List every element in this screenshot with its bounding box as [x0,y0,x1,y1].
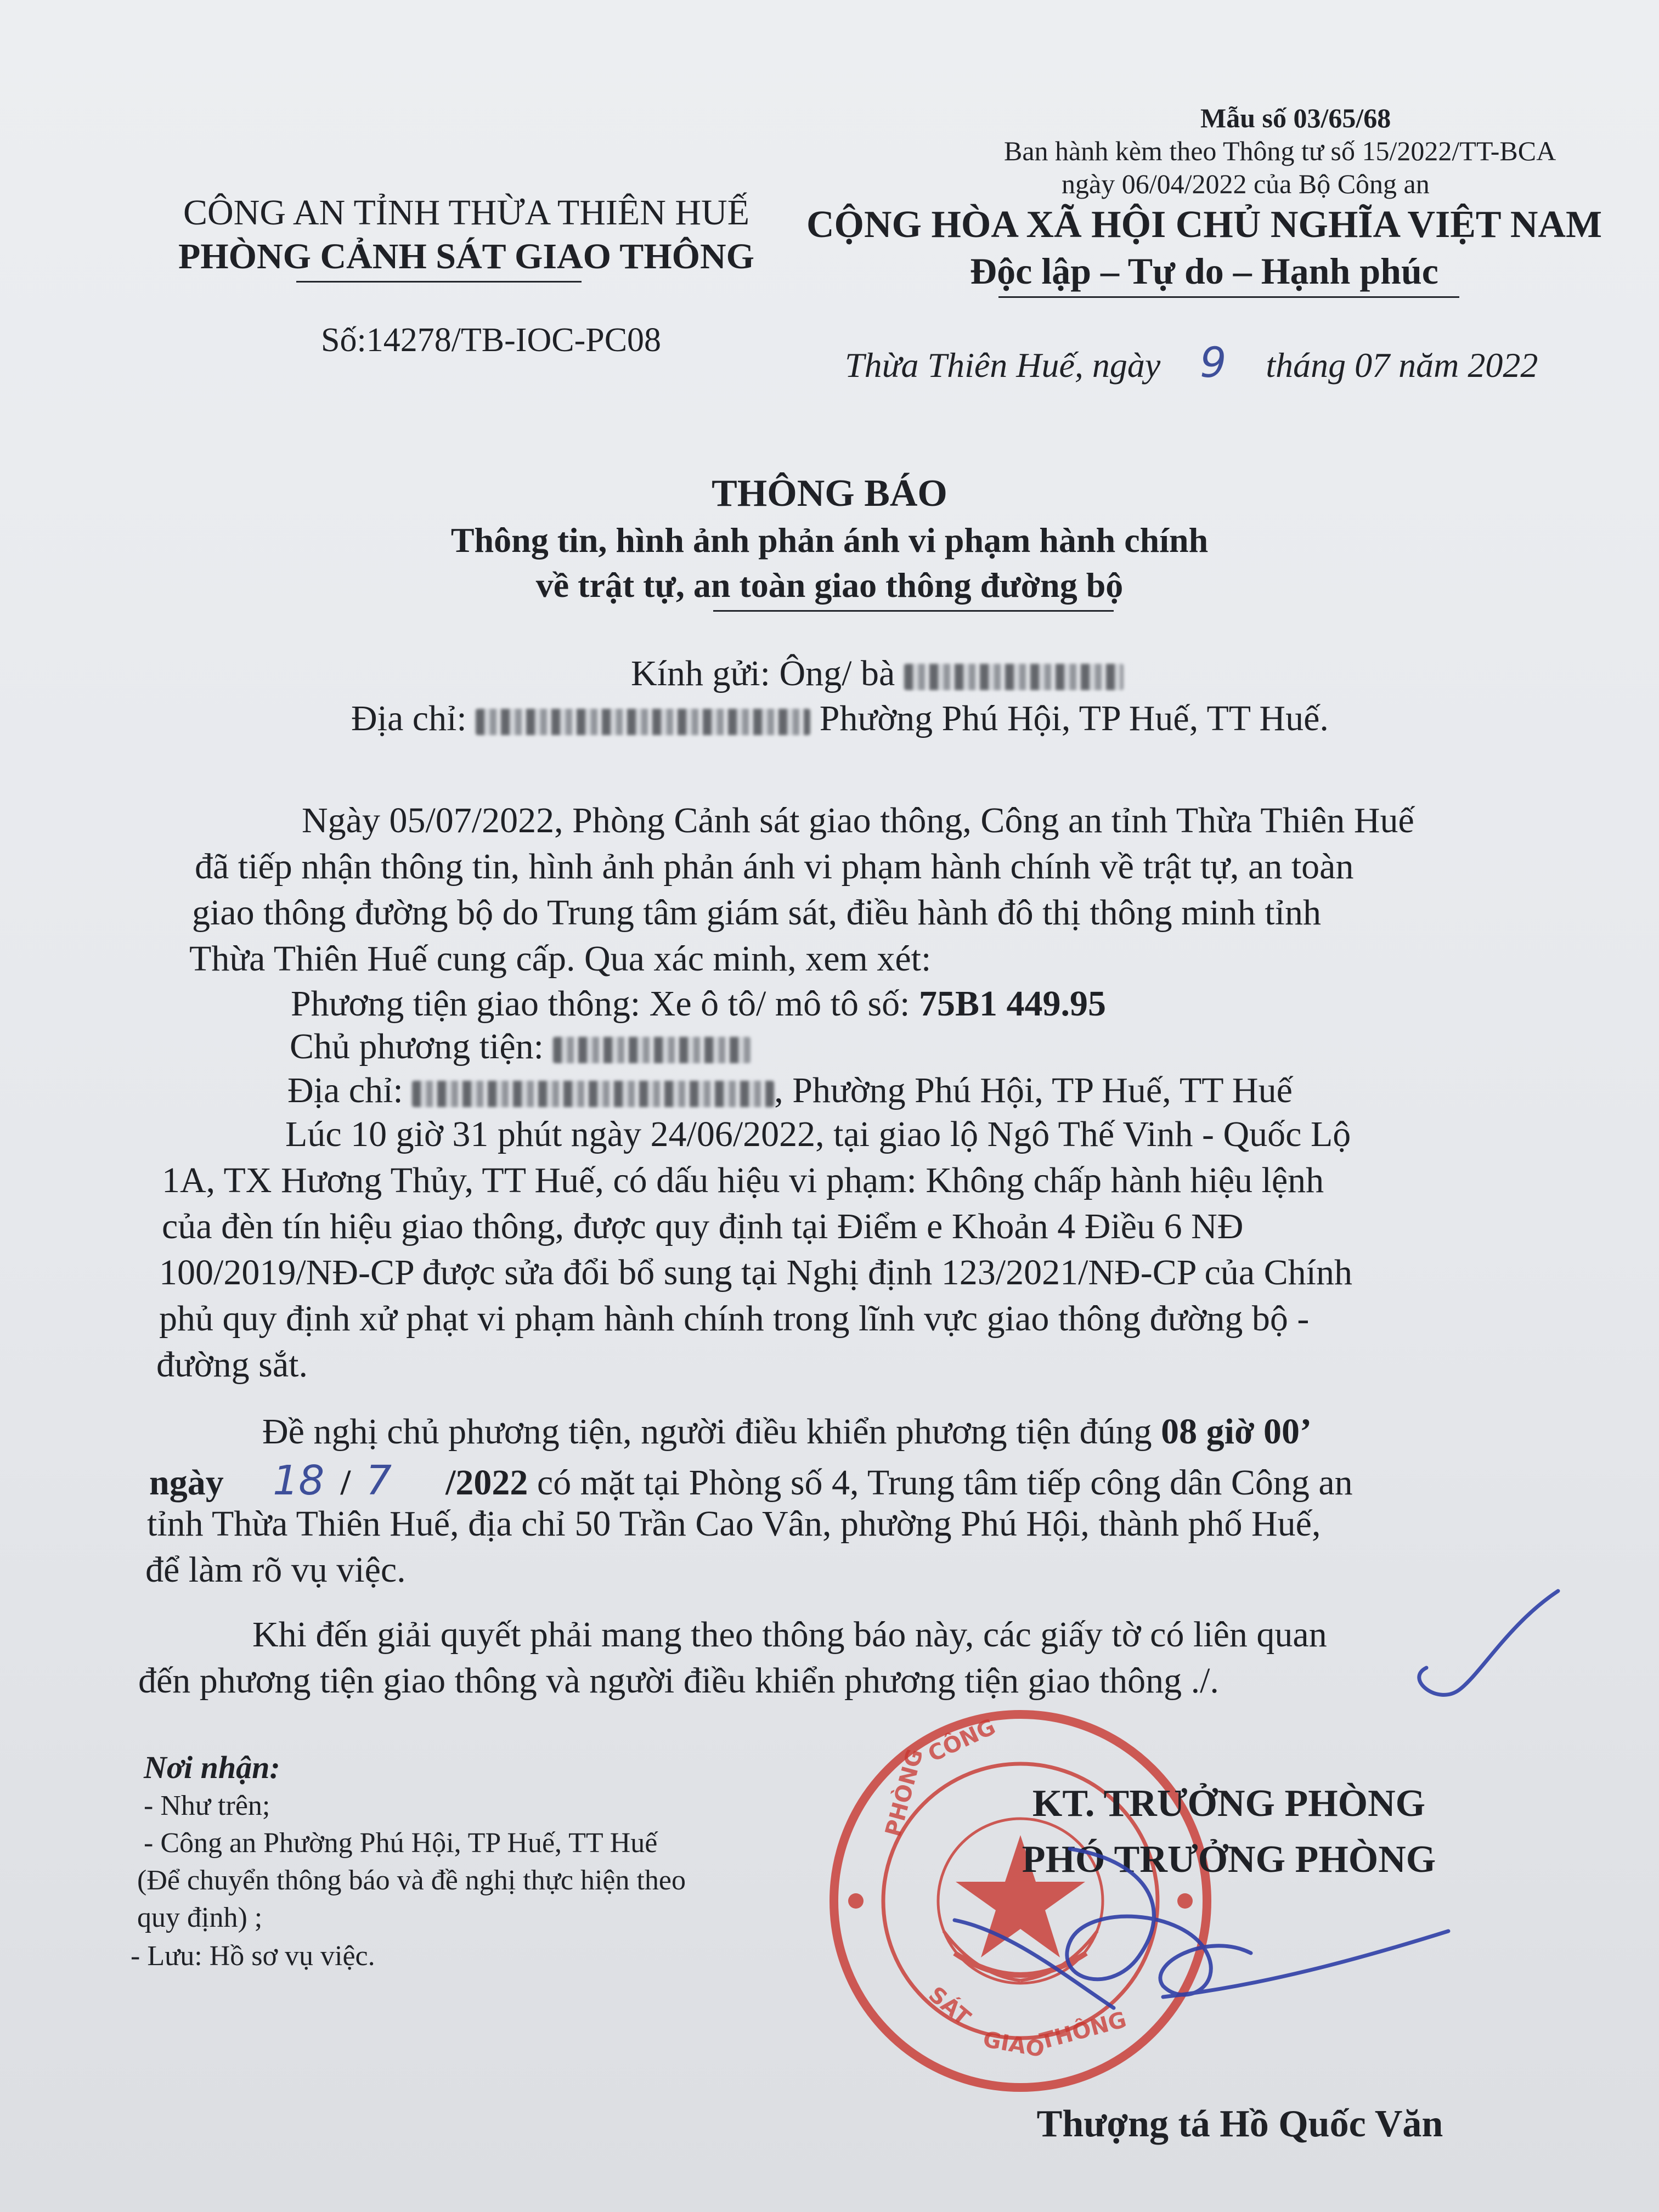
vehicle-plate: 75B1 449.95 [918,984,1107,1024]
p3-line-3: tỉnh Thừa Thiên Huế, địa chỉ 50 Trần Cao Vân, phường Phú Hội, thành phố Huế, [147,1504,1321,1544]
form-issued-line-2: ngày 06/04/2022 của Bộ Công an [1062,168,1430,199]
owner-label: Chủ phương tiện: [290,1026,544,1066]
signer-role-1: KT. TRƯỞNG PHÒNG [1032,1782,1426,1825]
recipients-item-1: - Như trên; [144,1790,270,1821]
p3-year: /2022 [445,1463,528,1503]
date-day-handwritten: 9 [1200,338,1227,387]
national-title: CỘNG HÒA XÃ HỘI CHỦ NGHĨA VIỆT NAM [806,204,1602,246]
p3-slash: / [340,1463,351,1503]
svg-text:GIAO: GIAO [981,2027,1047,2063]
p3-month-handwritten: 7 [366,1457,392,1504]
signer-name: Thượng tá Hồ Quốc Văn [1036,2103,1443,2145]
p4-line-1: Khi đến giải quyết phải mang theo thông báo này, các giấy tờ có liên quan [252,1615,1327,1655]
p1-line-2: đã tiếp nhận thông tin, hình ảnh phản ánh vi phạm hành chính về trật tự, an toàn [195,847,1354,887]
recipient-label: Kính gửi: Ông/ bà [631,653,895,693]
document-number: Số:14278/TB-IOC-PC08 [321,321,662,359]
p1-line-4: Thừa Thiên Huế cung cấp. Qua xác minh, xem xét: [189,939,932,979]
p1-line-3: giao thông đường bộ do Trung tâm giám sát, điều hành đô thị thông minh tỉnh [192,893,1321,933]
form-code: Mẫu số 03/65/68 [1200,103,1391,133]
national-motto: Độc lập – Tự do – Hạnh phúc [970,250,1438,292]
recipients-item-5: - Lưu: Hồ sơ vụ việc. [131,1940,375,1972]
p2-line-5: phủ quy định xử phạt vi phạm hành chính trong lĩnh vực giao thông đường bộ - [159,1299,1310,1339]
p2-line-4: 100/2019/NĐ-CP được sửa đổi bổ sung tại Nghị định 123/2021/NĐ-CP của Chính [159,1252,1353,1293]
p3-text-2: có mặt tại Phòng số 4, Trung tâm tiếp công dân Công an [537,1463,1353,1503]
recipients-item-2: - Công an Phường Phú Hội, TP Huế, TT Huế [144,1827,658,1859]
p4-line-2: đến phương tiện giao thông và người điều khiển phương tiện giao thông ./. [138,1661,1219,1701]
notice-subtitle-1: Thông tin, hình ảnh phản ánh vi phạm hành chính [450,521,1209,560]
vehicle-label: Phương tiện giao thông: Xe ô tô/ mô tô số: [291,984,910,1024]
svg-text:CÔNG: CÔNG [924,1714,1000,1768]
recipients-item-4: quy định) ; [137,1902,263,1933]
p3-day-handwritten: 18 [273,1457,325,1504]
date-prefix: Thừa Thiên Huế, ngày [845,346,1161,385]
p2-line-3: của đèn tín hiệu giao thông, được quy định tại Điểm e Khoản 4 Điều 6 NĐ [162,1206,1244,1246]
notice-subtitle-2: về trật tự, an toàn giao thông đường bộ [535,566,1124,605]
recipients-title: Nơi nhận: [144,1750,280,1785]
p2-line-2: 1A, TX Hương Thủy, TT Huế, có dấu hiệu vi phạm: Không chấp hành hiệu lệnh [162,1160,1324,1200]
svg-text:PHÒNG: PHÒNG [881,1746,928,1839]
agency-name: PHÒNG CẢNH SÁT GIAO THÔNG [178,236,755,276]
svg-text:THÔNG: THÔNG [1037,2007,1130,2055]
recipient-address-label: Địa chỉ: [351,698,467,738]
svg-text:SÁT: SÁT [923,1982,975,2031]
recipients-item-3: (Để chuyển thông báo và đề nghị thực hiện theo [137,1865,686,1896]
p3-time: 08 giờ 00’ [1161,1412,1312,1452]
p2-line-1: Lúc 10 giờ 31 phút ngày 24/06/2022, tại giao lộ Ngô Thế Vinh - Quốc Lộ [285,1114,1351,1154]
agency-parent: CÔNG AN TỈNH THỪA THIÊN HUẾ [183,193,750,233]
signer-role-2: PHÓ TRƯỞNG PHÒNG [1022,1838,1436,1881]
p2-line-6: đường sắt. [156,1345,308,1385]
form-issued-line-1: Ban hành kèm theo Thông tư số 15/2022/TT-BCA [1004,136,1556,166]
owner-address-label: Địa chỉ: [287,1070,403,1110]
recipient-address-tail: Phường Phú Hội, TP Huế, TT Huế. [819,698,1329,738]
p1-line-1: Ngày 05/07/2022, Phòng Cảnh sát giao thông, Công an tỉnh Thừa Thiên Huế [302,800,1414,840]
p3-line-4: để làm rõ vụ việc. [145,1550,406,1590]
p3-day-label: ngày [149,1463,224,1503]
notice-title: THÔNG BÁO [712,472,947,515]
date-suffix: tháng 07 năm 2022 [1266,346,1538,385]
p3-text-1: Đề nghị chủ phương tiện, người điều khiển phương tiện đúng [262,1412,1152,1452]
owner-address-tail: , Phường Phú Hội, TP Huế, TT Huế [774,1070,1293,1110]
